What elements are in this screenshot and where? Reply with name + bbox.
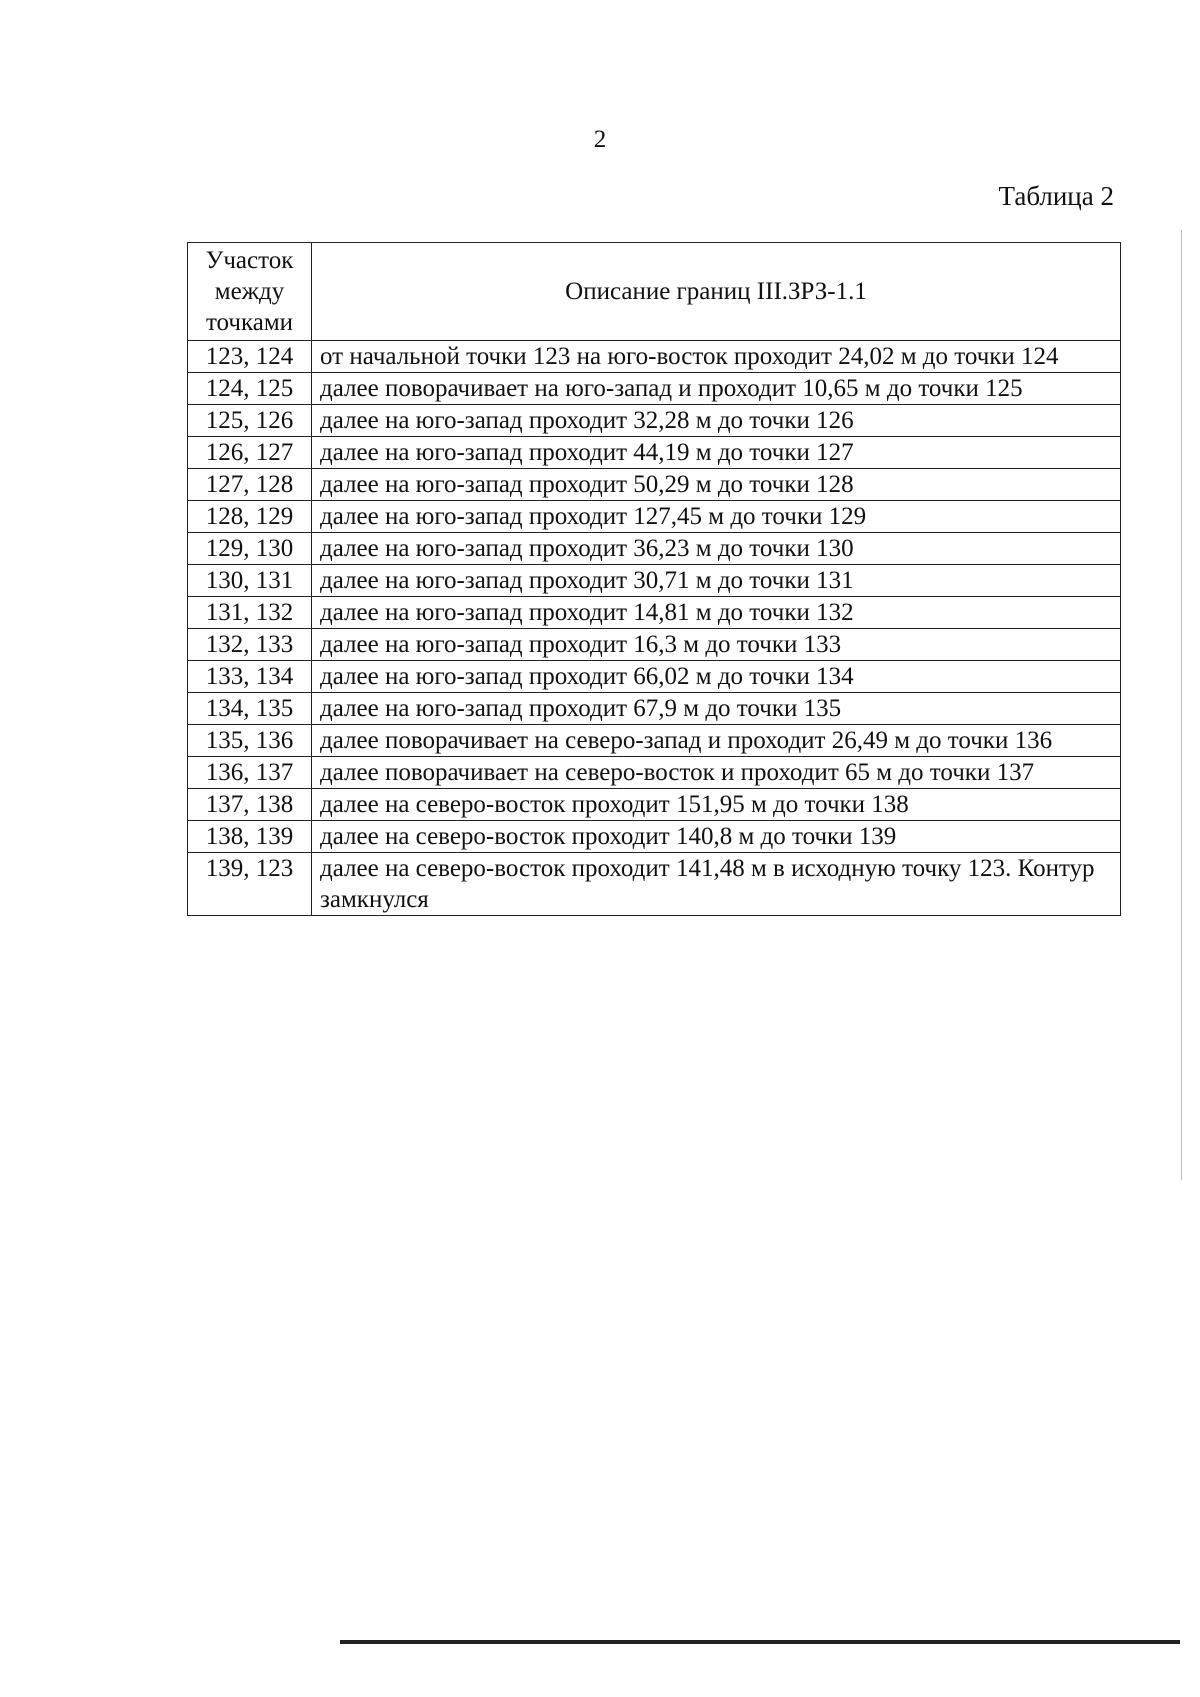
row-points-cell: 138, 139 xyxy=(188,821,312,853)
row-points-cell: 123, 124 xyxy=(188,341,312,373)
row-description-cell: далее на юго-запад проходит 32,28 м до точки 126 xyxy=(312,405,1121,437)
row-points-cell: 127, 128 xyxy=(188,469,312,501)
table-row xyxy=(188,565,1121,597)
row-description-cell: далее на юго-запад проходит 36,23 м до точки 130 xyxy=(312,533,1121,565)
table-row xyxy=(188,405,1121,437)
table-row xyxy=(188,533,1121,565)
row-description-cell: далее на северо-восток проходит 140,8 м до точки 139 xyxy=(312,821,1121,853)
row-points-cell: 133, 134 xyxy=(188,661,312,693)
table-row xyxy=(188,821,1121,853)
scan-edge-line xyxy=(1181,230,1182,1180)
table-row xyxy=(188,661,1121,693)
row-points-cell: 135, 136 xyxy=(188,725,312,757)
row-description-cell: далее на юго-запад проходит 16,3 м до точки 133 xyxy=(312,629,1121,661)
boundary-description-table xyxy=(187,242,1121,916)
table-row xyxy=(188,437,1121,469)
row-points-cell: 134, 135 xyxy=(188,693,312,725)
table-row xyxy=(188,725,1121,757)
scan-bottom-rule xyxy=(340,1640,1180,1644)
row-points-cell: 139, 123 xyxy=(188,853,312,916)
header-points-line: Участок xyxy=(205,247,294,274)
row-description-cell: далее поворачивает на северо-восток и проходит 65 м до точки 137 xyxy=(312,757,1121,789)
row-points-cell: 137, 138 xyxy=(188,789,312,821)
header-points-line: точками xyxy=(205,309,294,336)
row-points-cell: 128, 129 xyxy=(188,501,312,533)
table-row xyxy=(188,693,1121,725)
row-description-cell: далее на северо-восток проходит 151,95 м до точки 138 xyxy=(312,789,1121,821)
row-points-cell: 130, 131 xyxy=(188,565,312,597)
table-row xyxy=(188,757,1121,789)
row-points-cell: 136, 137 xyxy=(188,757,312,789)
row-points-cell: 125, 126 xyxy=(188,405,312,437)
table-row xyxy=(188,789,1121,821)
table-row xyxy=(188,853,1121,916)
table-row xyxy=(188,373,1121,405)
row-points-cell: 131, 132 xyxy=(188,597,312,629)
row-description-cell: от начальной точки 123 на юго-восток проходит 24,02 м до точки 124 xyxy=(312,341,1121,373)
table-row xyxy=(188,469,1121,501)
table-row xyxy=(188,501,1121,533)
row-points-cell: 124, 125 xyxy=(188,373,312,405)
table-caption: Таблица 2 xyxy=(998,181,1114,211)
table-row xyxy=(188,597,1121,629)
row-description-cell: далее на юго-запад проходит 50,29 м до точки 128 xyxy=(312,469,1121,501)
table-header-row xyxy=(188,243,1121,341)
table-body xyxy=(188,341,1121,916)
header-points-line: между xyxy=(214,278,285,305)
row-description-cell: далее на юго-запад проходит 66,02 м до точки 134 xyxy=(312,661,1121,693)
table-row xyxy=(188,629,1121,661)
row-points-cell: 126, 127 xyxy=(188,437,312,469)
row-description-cell: далее поворачивает на северо-запад и проходит 26,49 м до точки 136 xyxy=(312,725,1121,757)
row-description-cell: далее на юго-запад проходит 14,81 м до точки 132 xyxy=(312,597,1121,629)
row-description-cell: далее поворачивает на юго-запад и проходит 10,65 м до точки 125 xyxy=(312,373,1121,405)
row-points-cell: 132, 133 xyxy=(188,629,312,661)
header-description: Описание границ III.ЗРЗ-1.1 xyxy=(312,243,1121,341)
row-description-cell: далее на юго-запад проходит 44,19 м до точки 127 xyxy=(312,437,1121,469)
row-points-cell: 129, 130 xyxy=(188,533,312,565)
header-points xyxy=(188,243,312,341)
row-description-cell: далее на северо-восток проходит 141,48 м в исходную точку 123. Контур замкнулся xyxy=(312,853,1121,916)
row-description-cell: далее на юго-запад проходит 127,45 м до точки 129 xyxy=(312,501,1121,533)
table-row xyxy=(188,341,1121,373)
page-number: 2 xyxy=(593,126,607,153)
row-description-cell: далее на юго-запад проходит 67,9 м до точки 135 xyxy=(312,693,1121,725)
row-description-cell: далее на юго-запад проходит 30,71 м до точки 131 xyxy=(312,565,1121,597)
